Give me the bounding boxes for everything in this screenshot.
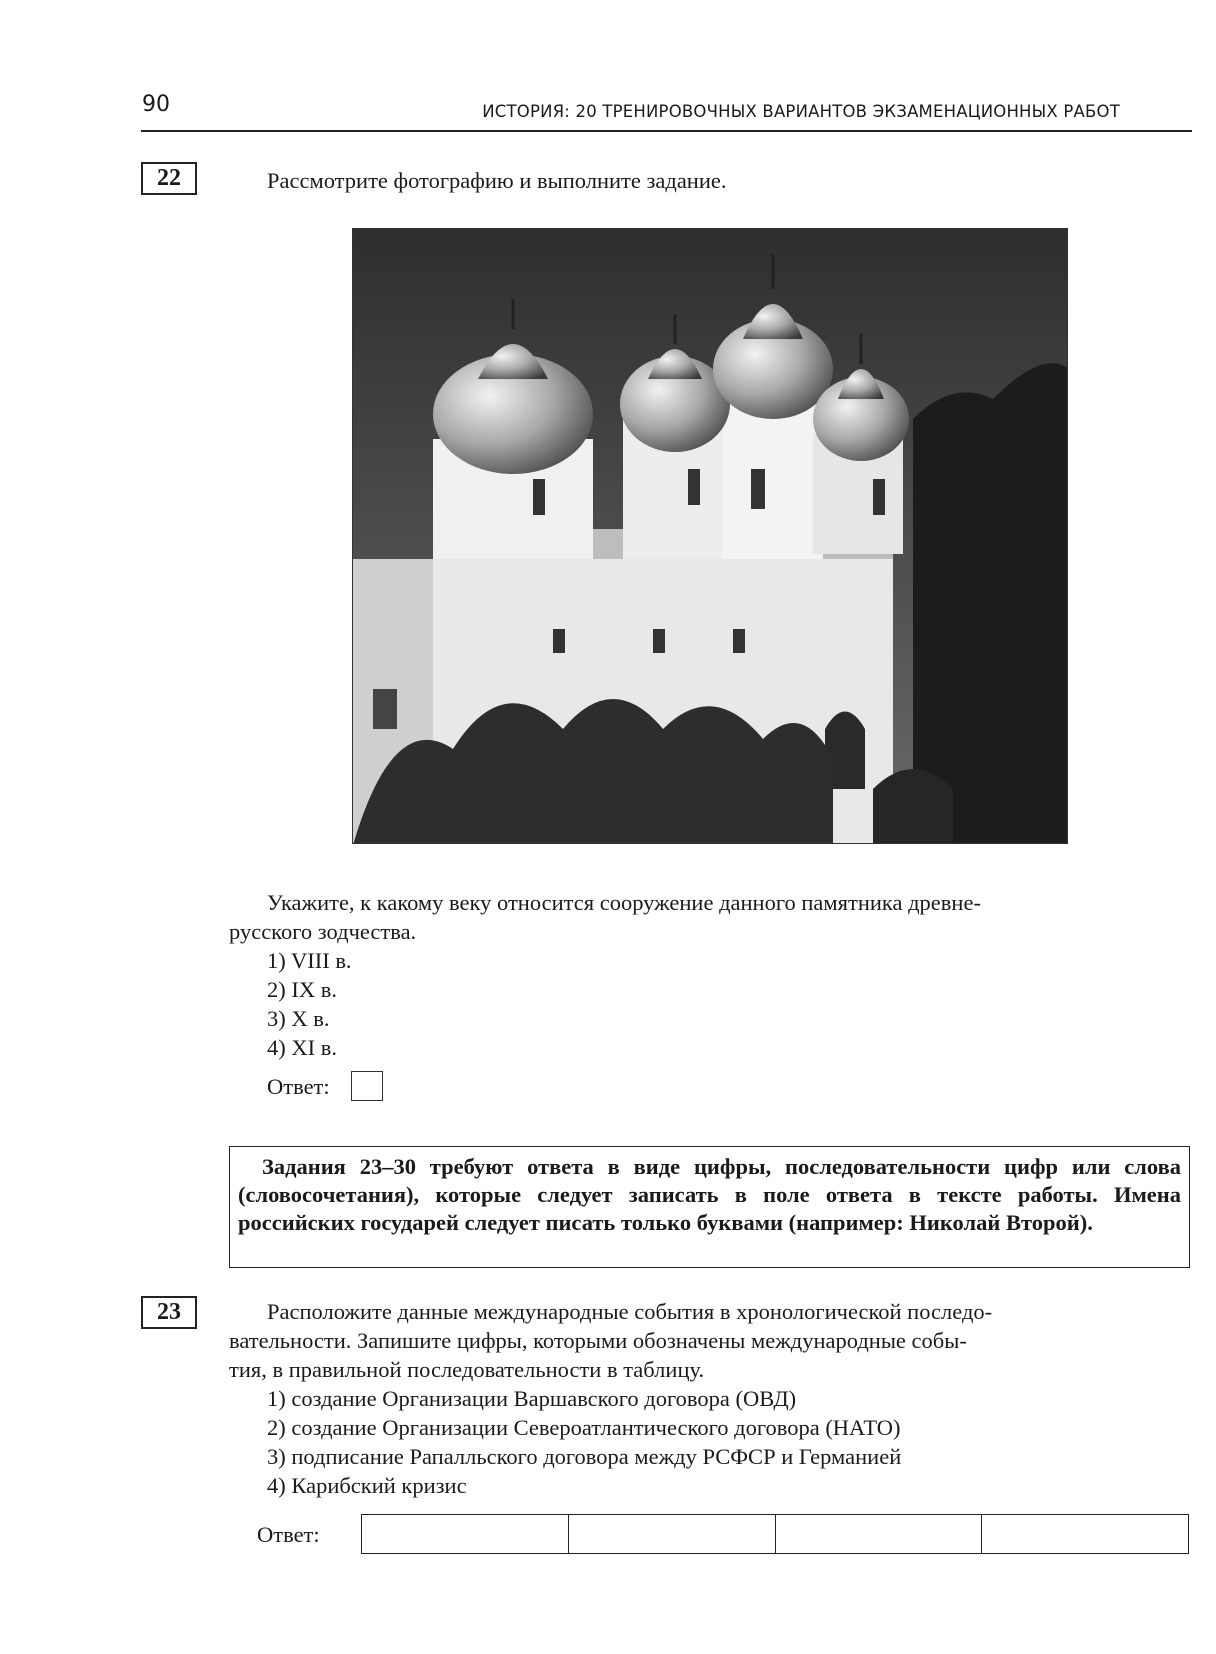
instructions-note-text: Задания 23–30 требуют ответа в виде цифры, последовательности цифр или слова (словосочетания), которые следует записать в поле ответа в тексте работы. Имена российских государей следует писать только буквами (например: Николай Второй).: [238, 1154, 1181, 1235]
answer-cell-4[interactable]: [982, 1515, 1188, 1553]
task-22-option-2: 2) IX в.: [267, 977, 337, 1002]
header-divider: [141, 130, 1192, 132]
instructions-note: [229, 1146, 1190, 1268]
task-22-answer-box[interactable]: [351, 1071, 383, 1101]
task-23-option-4: 4) Карибский кризис: [267, 1473, 467, 1498]
task-22-question-line-1: Укажите, к какому веку относится сооружение данного памятника древне-: [267, 890, 981, 915]
task-22-number: 22: [141, 162, 197, 195]
task-22-option-1: 1) VIII в.: [267, 948, 352, 973]
task-22-option-4: 4) XI в.: [267, 1035, 337, 1060]
task-23-answer-table: [361, 1514, 1189, 1554]
task-23-option-2: 2) создание Организации Североатлантического договора (НАТО): [267, 1415, 901, 1440]
answer-cell-3[interactable]: [776, 1515, 983, 1553]
running-title: ИСТОРИЯ: 20 ТРЕНИРОВОЧНЫХ ВАРИАНТОВ ЭКЗАМЕНАЦИОННЫХ РАБОТ: [482, 102, 1120, 121]
task-22-answer-label: Ответ:: [267, 1074, 330, 1099]
task-23-text-line-2: вательности. Запишите цифры, которыми обозначены международные собы-: [229, 1328, 967, 1353]
task-23-option-3: 3) подписание Рапалльского договора между РСФСР и Германией: [267, 1444, 902, 1469]
task-23-text-line-1: Расположите данные международные события в хронологической последо-: [267, 1299, 993, 1324]
task-22-question-line-2: русского зодчества.: [229, 919, 417, 944]
task-23-number: 23: [141, 1296, 197, 1329]
task-22-option-3: 3) X в.: [267, 1006, 330, 1031]
task-23-text-line-3: тия, в правильной последовательности в таблицу.: [229, 1357, 705, 1382]
task-22-instruction: Рассмотрите фотографию и выполните задание.: [267, 168, 727, 193]
cathedral-photo: [352, 228, 1068, 844]
answer-cell-2[interactable]: [569, 1515, 776, 1553]
task-23-answer-label: Ответ:: [257, 1522, 320, 1547]
page-number: 90: [142, 92, 170, 117]
answer-cell-1[interactable]: [362, 1515, 569, 1553]
task-23-option-1: 1) создание Организации Варшавского договора (ОВД): [267, 1386, 797, 1411]
